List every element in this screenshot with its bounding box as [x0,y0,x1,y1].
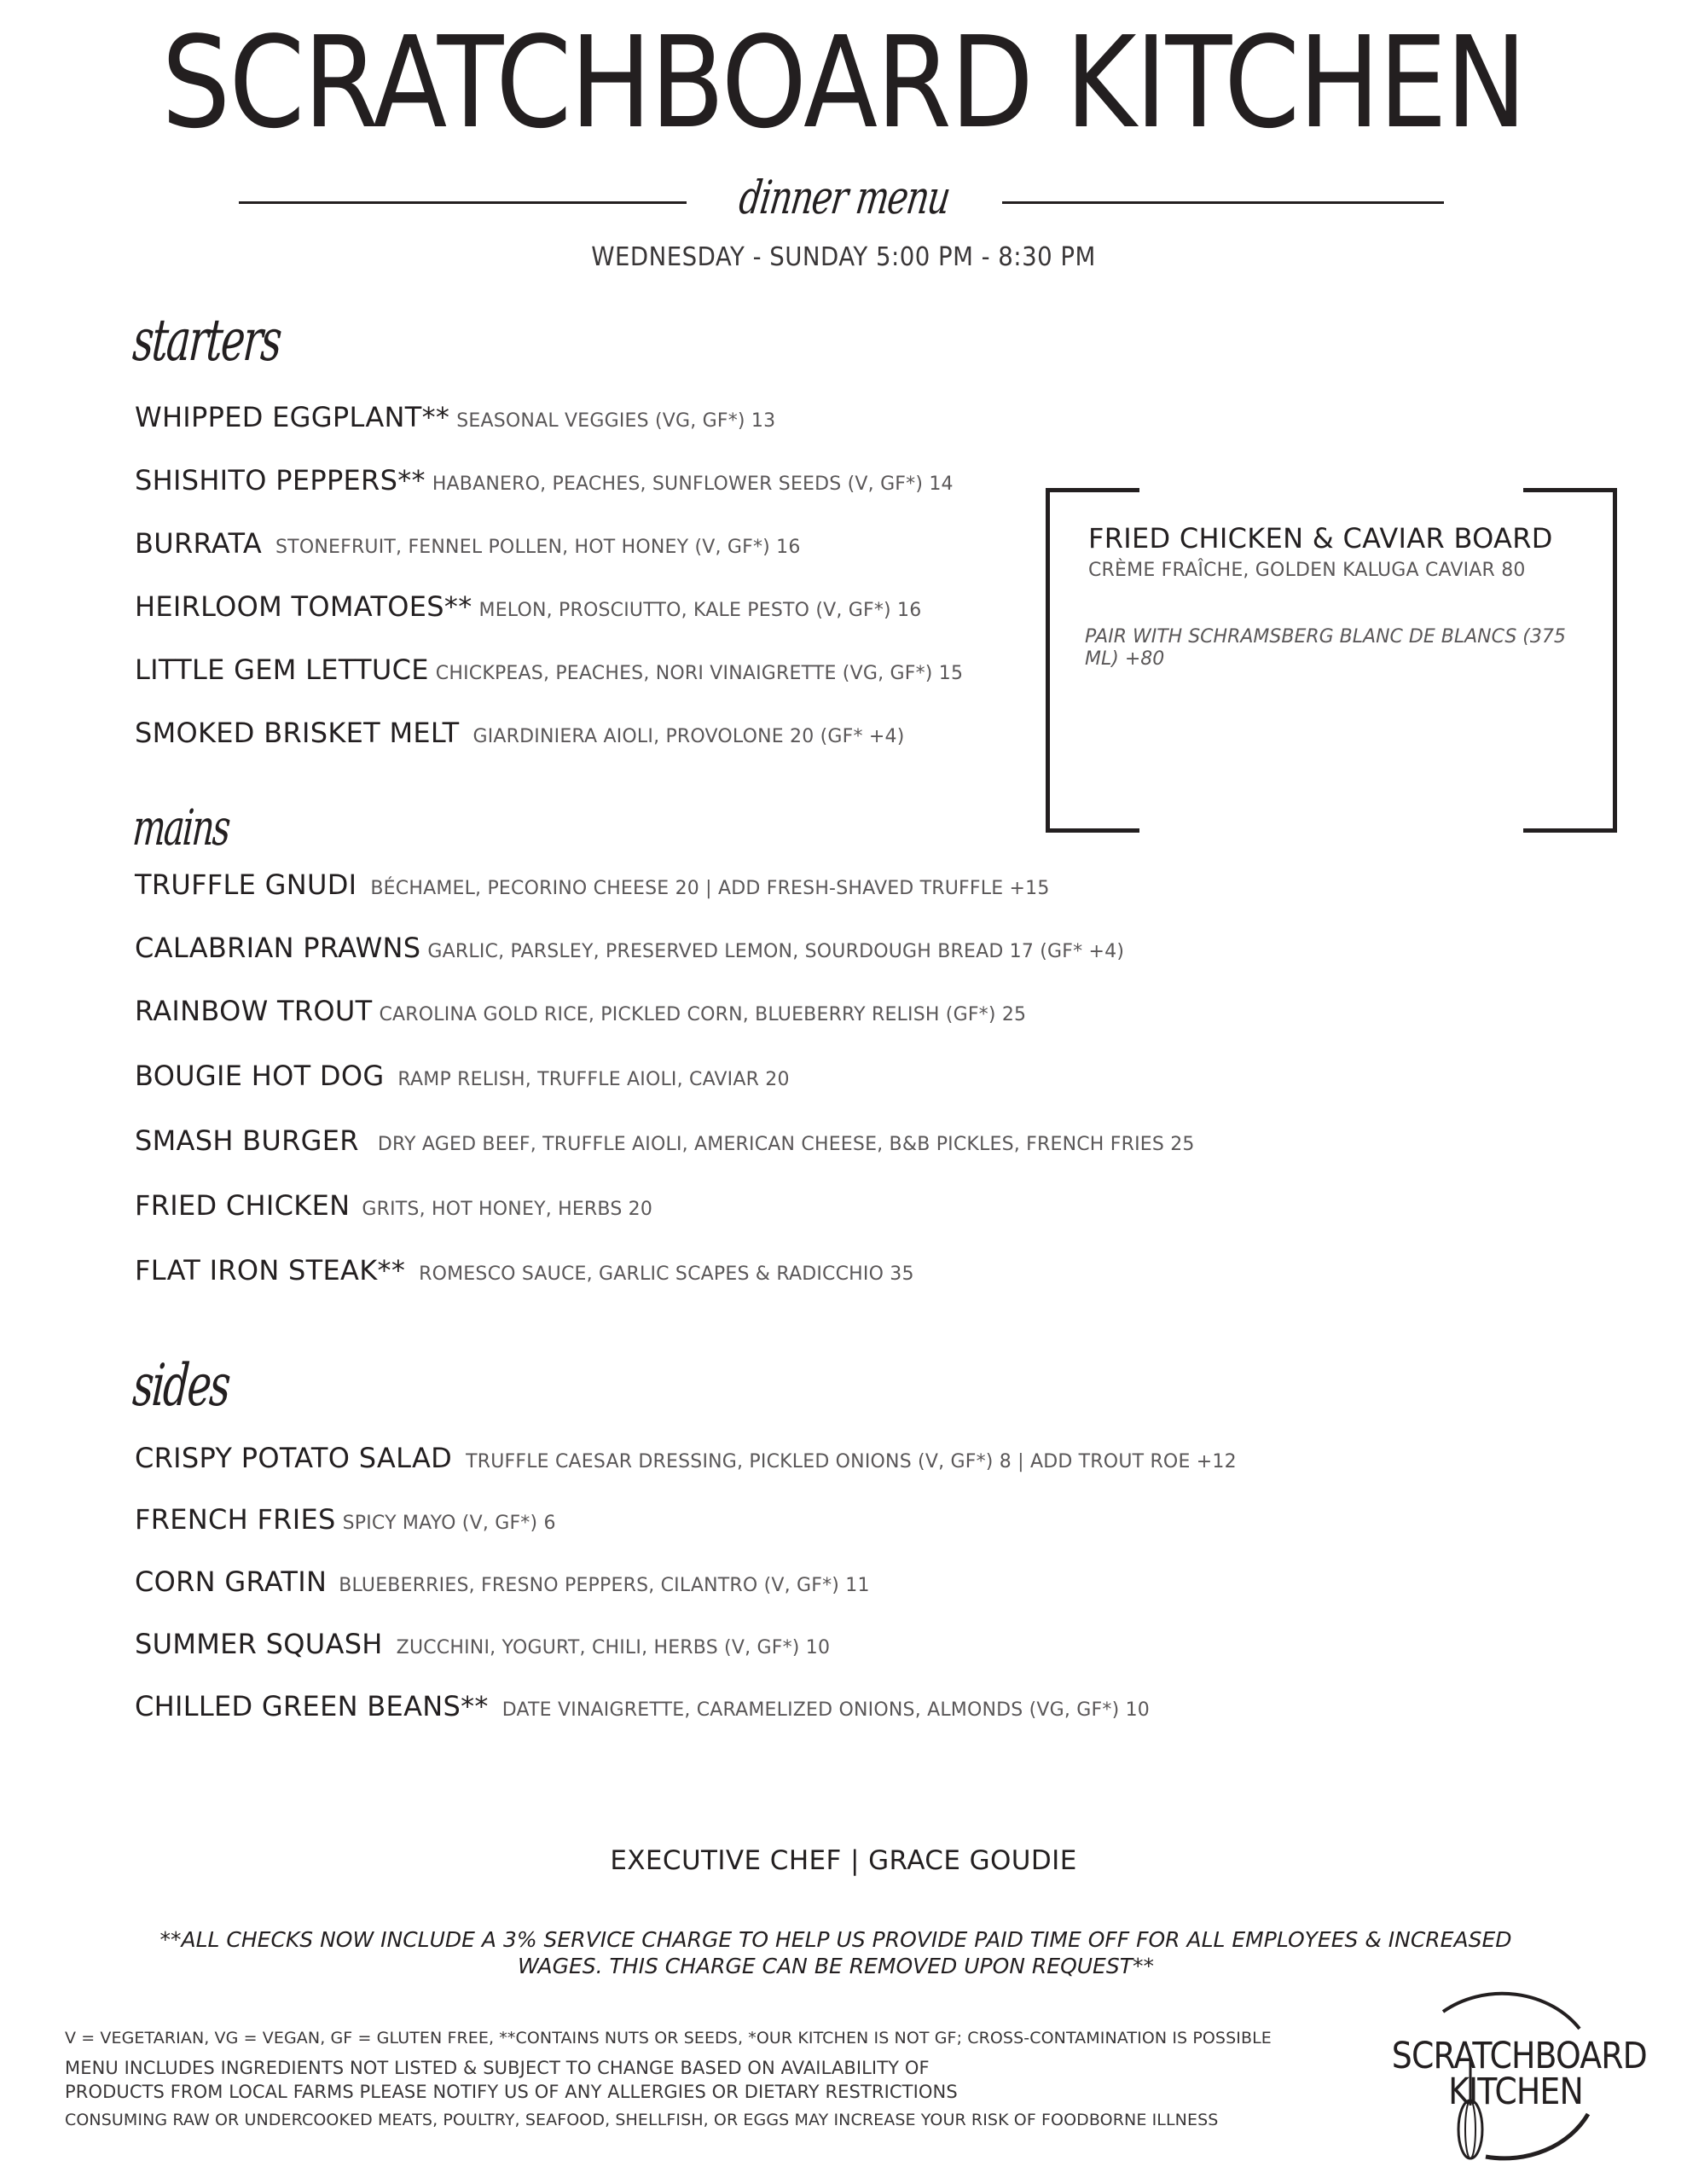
bracket-left-bottom [1046,828,1139,833]
logo-text-line1: SCRATCHBOARD [1391,2035,1647,2077]
restaurant-title: SCRATCHBOARD KITCHEN [161,9,1526,156]
ingredients-note-line2: PRODUCTS FROM LOCAL FARMS PLEASE NOTIFY US OF ANY ALLERGIES OR DIETARY RESTRICTIONS [65,2082,958,2102]
dietary-legend: V = VEGETARIAN, VG = VEGAN, GF = GLUTEN FREE, **CONTAINS NUTS OR SEEDS, *OUR KITCHEN IS NOT GF; CROSS-CONTAMINATION IS POSSIBLE [65,2029,1272,2048]
menu-item [135,1690,1150,1724]
item-description: MELON, PROSCIUTTO, KALE PESTO (V, GF*) 16 [478,600,922,621]
food-safety-warning: CONSUMING RAW OR UNDERCOOKED MEATS, POULTRY, SEAFOOD, SHELLFISH, OR EGGS MAY INCREASE YOUR RISK OF FOODBORNE ILLNESS [65,2111,1219,2129]
menu-item [135,868,1050,903]
item-name: WHIPPED EGGPLANT** [135,401,450,433]
divider-right [1002,201,1444,204]
menu-item [135,1628,830,1662]
item-name: FRIED CHICKEN [135,1189,351,1222]
menu-item [135,401,775,435]
item-name: RAINBOW TROUT [135,995,373,1027]
executive-chef-credit: EXECUTIVE CHEF | GRACE GOUDIE [610,1845,1077,1876]
menu-item [135,717,905,751]
item-description: SEASONAL VEGGIES (VG, GF*) 13 [456,410,776,432]
featured-item-description: CRÈME FRAÎCHE, GOLDEN KALUGA CAVIAR 80 [1088,560,1526,581]
item-name: LITTLE GEM LETTUCE [135,653,429,686]
bracket-left-top [1046,488,1139,492]
menu-item [135,653,963,688]
item-name: CRISPY POTATO SALAD [135,1442,453,1474]
menu-item [135,527,801,561]
item-name: CORN GRATIN [135,1565,328,1598]
item-description: GARLIC, PARSLEY, PRESERVED LEMON, SOURDOUGH BREAD 17 (GF* +4) [427,941,1125,962]
item-description: DRY AGED BEEF, TRUFFLE AIOLI, AMERICAN CHEESE, B&B PICKLES, FRENCH FRIES 25 [377,1134,1195,1155]
item-name: CALABRIAN PRAWNS [135,932,421,964]
section-title-sides: sides [130,1352,232,1420]
item-name: FLAT IRON STEAK** [135,1254,406,1287]
menu-subtitle: dinner menu [735,171,954,224]
item-description: DATE VINAIGRETTE, CARAMELIZED ONIONS, ALMONDS (VG, GF*) 10 [501,1699,1150,1721]
item-name: CHILLED GREEN BEANS** [135,1690,489,1722]
item-name: HEIRLOOM TOMATOES** [135,590,472,623]
service-hours: WEDNESDAY - SUNDAY 5:00 PM - 8:30 PM [591,242,1096,272]
menu-item [135,1124,1195,1159]
restaurant-logo [1375,1978,1656,2165]
menu-item [135,1503,556,1537]
menu-item [135,1442,1237,1476]
item-description: HABANERO, PEACHES, SUNFLOWER SEEDS (V, GF*) 14 [432,473,954,495]
item-description: ROMESCO SAUCE, GARLIC SCAPES & RADICCHIO 35 [419,1263,914,1285]
bracket-right [1613,488,1617,833]
featured-item-name: FRIED CHICKEN & CAVIAR BOARD [1088,522,1553,555]
menu-item [135,1060,790,1094]
bracket-left [1046,488,1050,833]
section-title-starters: starters [130,307,283,375]
section-title-mains: mains [130,799,231,857]
item-description: CAROLINA GOLD RICE, PICKLED CORN, BLUEBERRY RELISH (GF*) 25 [379,1004,1027,1025]
featured-item-pairing: PAIR WITH SCHRAMSBERG BLANC DE BLANCS (375 ML) +80 [1085,626,1566,670]
item-description: ZUCCHINI, YOGURT, CHILI, HERBS (V, GF*) 10 [396,1637,831,1658]
item-name: SUMMER SQUASH [135,1628,383,1660]
item-name: TRUFFLE GNUDI [135,868,357,901]
item-name: FRENCH FRIES [135,1503,336,1536]
menu-item [135,1254,914,1288]
bracket-right-bottom [1523,828,1617,833]
item-description: STONEFRUIT, FENNEL POLLEN, HOT HONEY (V, GF*) 16 [275,537,801,558]
menu-item [135,995,1026,1029]
service-charge-notice: **ALL CHECKS NOW INCLUDE A 3% SERVICE CHARGE TO HELP US PROVIDE PAID TIME OFF FOR ALL EMPLOYEES & INCREASED WAGES. THIS CHARGE CAN BE REMOVED UPON REQUEST** [159,1927,1512,1978]
menu-item [135,1189,652,1223]
item-description: BLUEBERRIES, FRESNO PEPPERS, CILANTRO (V, GF*) 11 [339,1575,870,1596]
item-description: TRUFFLE CAESAR DRESSING, PICKLED ONIONS (V, GF*) 8 | ADD TROUT ROE +12 [466,1451,1237,1472]
item-description: GIARDINIERA AIOLI, PROVOLONE 20 (GF* +4) [472,726,905,747]
item-description: GRITS, HOT HONEY, HERBS 20 [362,1199,653,1220]
item-name: SHISHITO PEPPERS** [135,464,426,497]
ingredients-note-line1: MENU INCLUDES INGREDIENTS NOT LISTED & SUBJECT TO CHANGE BASED ON AVAILABILITY OF [65,2058,930,2078]
menu-item [135,590,921,624]
menu-item [135,1565,870,1600]
item-description: SPICY MAYO (V, GF*) 6 [342,1513,556,1534]
item-description: RAMP RELISH, TRUFFLE AIOLI, CAVIAR 20 [397,1069,790,1090]
item-name: BOUGIE HOT DOG [135,1060,385,1092]
item-description: BÉCHAMEL, PECORINO CHEESE 20 | ADD FRESH-SHAVED TRUFFLE +15 [370,878,1050,899]
item-name: BURRATA [135,527,263,560]
menu-item [135,932,1124,966]
item-name: SMOKED BRISKET MELT [135,717,460,749]
logo-text-line2: KITCHEN [1448,2071,1583,2113]
item-name: SMASH BURGER [135,1124,359,1157]
bracket-right-top [1523,488,1617,492]
menu-item [135,464,954,498]
item-description: CHICKPEAS, PEACHES, NORI VINAIGRETTE (VG, GF*) 15 [435,663,964,684]
divider-left [239,201,687,204]
